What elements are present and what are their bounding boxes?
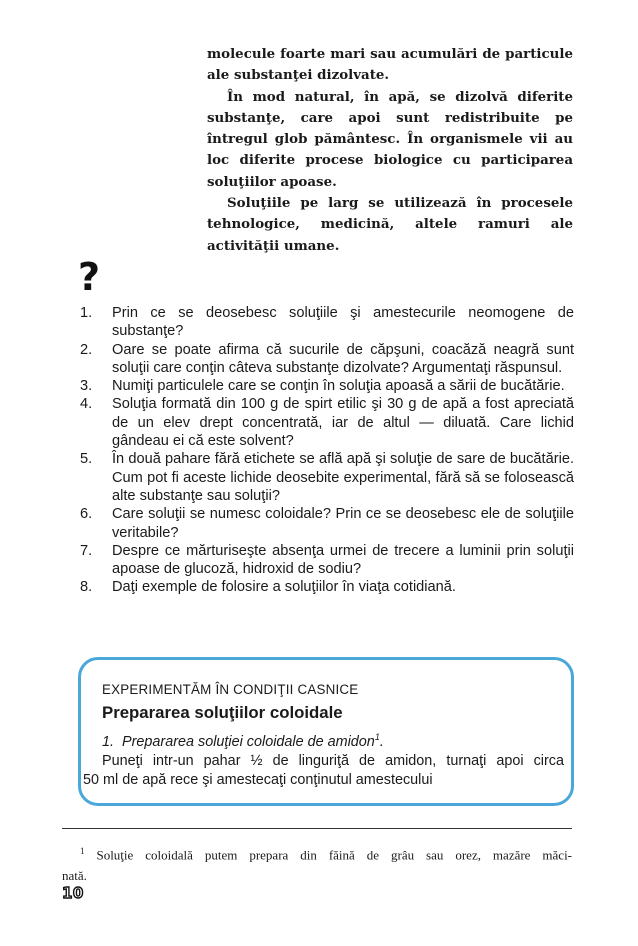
question-item <box>80 542 574 579</box>
question-item <box>80 341 574 378</box>
question-text: Care soluţii se numesc coloidale? Prin ce se deosebesc ele de soluţiile veritabile? <box>112 506 574 541</box>
question-text: Oare se poate afirma că sucurile de căpşuni, coacăză neagră sunt soluţii care conţin câteva substanţe dizolvate? Argumentaţi răspunsul. <box>112 341 574 376</box>
experiment-text-line-2: 50 ml de apă rece şi amestecaţi conţinutul amestecului <box>83 772 433 788</box>
footnote-text: Soluţie coloidală putem prepara din făină de grâu sau orez, mazăre măci- <box>96 847 573 863</box>
question-number: 4. <box>80 396 93 413</box>
footnote-line-1 <box>62 841 572 865</box>
experiment-instructions <box>83 752 564 790</box>
footnote-mark: 1 <box>80 846 85 856</box>
question-number: 5. <box>80 451 93 468</box>
question-number: 8. <box>80 579 93 596</box>
questions-list <box>80 304 574 597</box>
question-item <box>80 304 574 341</box>
summary-text <box>207 44 573 257</box>
question-text: Soluţia formată din 100 g de spirt etilic şi 30 g de apă a fost apreciată de un elev drept concentrată, iar de altul — diluată. Care lichid gândeau ei că este solvent? <box>112 396 574 450</box>
question-number: 7. <box>80 542 93 559</box>
question-mark-icon: ? <box>78 255 101 299</box>
experiment-step-title: 1. Prepararea soluţiei coloidale de amidon$^1$. <box>102 732 384 750</box>
footnote-line-2: nată. <box>62 868 87 884</box>
experiment-heading: EXPERIMENTĂM ÎN CONDIŢII CASNICE <box>102 682 359 697</box>
summary-paragraph-2: În mod natural, în apă, se dizolvă diferite substanţe, care apoi sunt redistribuite pe întregul glob pământesc. În organismele vii au loc diferite procese biologice cu participarea soluţiilor apoase. <box>207 88 573 190</box>
question-item <box>80 505 574 542</box>
question-item <box>80 377 574 395</box>
page-number: 10 <box>62 884 84 902</box>
experiment-step-number: 1. <box>102 733 115 750</box>
question-text: Despre ce mărturiseşte absenţa urmei de trecere a luminii prin soluţii apoase de glucoză, hidroxid de sodiu? <box>112 542 574 578</box>
experiment-box <box>78 657 574 806</box>
footnote <box>62 841 572 886</box>
experiment-title: Prepararea soluţiilor coloidale <box>102 703 343 722</box>
question-text: Prin ce se deosebesc soluţiile şi amestecurile neomogene de substanţe? <box>112 305 574 340</box>
question-item <box>80 450 574 505</box>
question-text: În două pahare fără etichete se află apă şi soluţie de sare de bucătărie. Cum pot fi aceste lichide deosebite experimental, fără să se folosească alte substanţe sau soluţii? <box>112 451 574 504</box>
question-item <box>80 578 574 596</box>
question-number: 6. <box>80 506 93 523</box>
footnote-divider <box>62 828 572 829</box>
question-text: Numiţi particulele care se conţin în soluţia apoasă a sării de bucătărie. <box>112 378 565 395</box>
experiment-step-label: Prepararea soluţiei coloidale de amidon <box>122 733 375 750</box>
footnote-reference: 1 <box>374 732 380 742</box>
question-item <box>80 395 574 450</box>
summary-paragraph-3: Soluţiile pe larg se utilizează în procesele tehnologice, medicină, altele ramuri ale activităţii umane. <box>207 195 573 254</box>
question-text: Daţi exemple de folosire a soluţiilor în viaţa cotidiană. <box>112 579 456 596</box>
question-number: 3. <box>80 378 93 395</box>
summary-paragraph-1: molecule foarte mari sau acumulări de particule ale substanţei dizolvate. <box>207 46 573 84</box>
question-number: 1. <box>80 305 93 321</box>
question-number: 2. <box>80 341 93 358</box>
experiment-text-line-1: Puneţi intr-un pahar ½ de linguriţă de amidon, turnaţi apoi circa <box>102 753 564 769</box>
